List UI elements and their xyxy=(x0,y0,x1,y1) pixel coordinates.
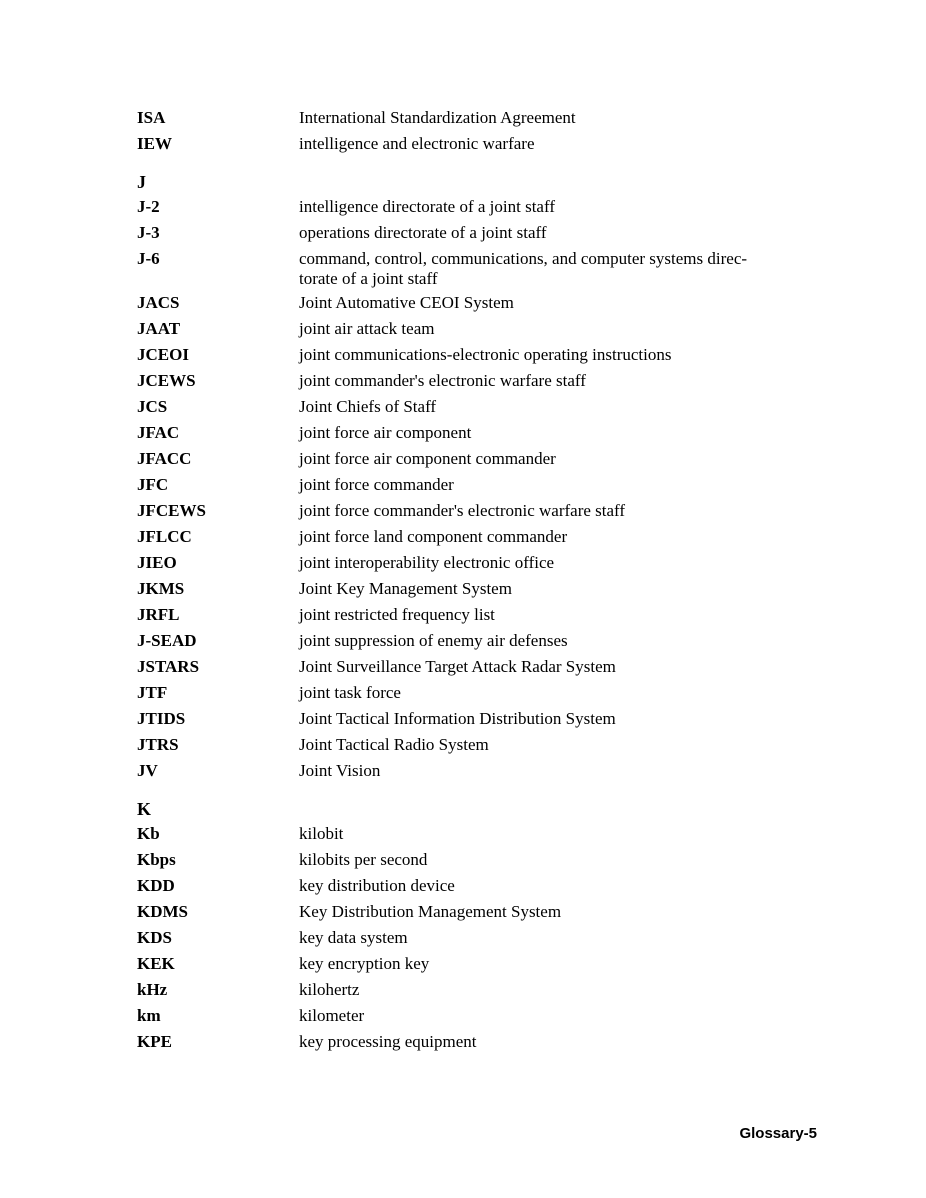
glossary-term: JIEO xyxy=(137,553,177,572)
glossary-definition: joint task force xyxy=(299,683,401,702)
glossary-entry xyxy=(137,761,817,783)
glossary-entry xyxy=(137,631,817,653)
glossary-term: JSTARS xyxy=(137,657,200,676)
glossary-definition: kilohertz xyxy=(299,980,360,999)
glossary-entry xyxy=(137,850,817,872)
glossary-entry xyxy=(137,709,817,731)
glossary-entry xyxy=(137,1006,817,1028)
glossary-definition: key data system xyxy=(299,928,408,947)
glossary-entry xyxy=(137,928,817,950)
glossary-entry xyxy=(137,876,817,898)
glossary-definition: Joint Tactical Radio System xyxy=(299,735,489,754)
glossary-term: JTIDS xyxy=(137,709,186,728)
glossary-entry xyxy=(137,249,817,289)
glossary-definition: kilobits per second xyxy=(299,850,428,869)
glossary-entry xyxy=(137,579,817,601)
glossary-definition: intelligence and electronic warfare xyxy=(299,134,535,153)
glossary-definition: kilometer xyxy=(299,1006,365,1025)
glossary-list xyxy=(137,108,817,1058)
glossary-entry xyxy=(137,475,817,497)
glossary-entry xyxy=(137,1032,817,1054)
glossary-entry xyxy=(137,683,817,705)
glossary-definition: Joint Surveillance Target Attack Radar System xyxy=(299,657,616,676)
glossary-definition: joint commander's electronic warfare staff xyxy=(299,371,586,390)
glossary-definition: joint force air component xyxy=(299,423,472,442)
glossary-term: KPE xyxy=(137,1032,172,1051)
glossary-term: JAAT xyxy=(137,319,181,338)
glossary-term: KDMS xyxy=(137,902,188,921)
glossary-term: J-6 xyxy=(137,249,160,268)
glossary-definition: joint force commander xyxy=(299,475,454,494)
glossary-term: JCS xyxy=(137,397,168,416)
glossary-entry xyxy=(137,197,817,219)
glossary-term: JKMS xyxy=(137,579,185,598)
glossary-term: JCEOI xyxy=(137,345,189,364)
page-footer-label: Glossary-5 xyxy=(739,1125,817,1142)
glossary-entry xyxy=(137,293,817,315)
glossary-term: JFLCC xyxy=(137,527,192,546)
glossary-entry xyxy=(137,449,817,471)
glossary-definition: intelligence directorate of a joint staff xyxy=(299,197,555,216)
glossary-entry xyxy=(137,657,817,679)
glossary-entry xyxy=(137,954,817,976)
glossary-entry xyxy=(137,423,817,445)
glossary-entry xyxy=(137,108,817,130)
glossary-definition: key encryption key xyxy=(299,954,430,973)
glossary-entry xyxy=(137,902,817,924)
glossary-definition: operations directorate of a joint staff xyxy=(299,223,547,242)
glossary-term: km xyxy=(137,1006,161,1025)
glossary-definition: Joint Key Management System xyxy=(299,579,512,598)
glossary-entry xyxy=(137,501,817,523)
glossary-term: JTF xyxy=(137,683,168,702)
glossary-term: JTRS xyxy=(137,735,179,754)
glossary-definition: International Standardization Agreement xyxy=(299,108,576,127)
section-letter-heading: J xyxy=(137,172,146,192)
glossary-definition: Joint Automative CEOI System xyxy=(299,293,514,312)
glossary-term: JFCEWS xyxy=(137,501,206,520)
glossary-term: JFACC xyxy=(137,449,192,468)
glossary-term: KEK xyxy=(137,954,175,973)
glossary-definition: joint restricted frequency list xyxy=(299,605,495,624)
glossary-term: KDD xyxy=(137,876,175,895)
glossary-term: J-3 xyxy=(137,223,160,242)
glossary-term: J-SEAD xyxy=(137,631,197,650)
glossary-term: J-2 xyxy=(137,197,160,216)
glossary-entry xyxy=(137,980,817,1002)
glossary-entry xyxy=(137,735,817,757)
section-letter-heading: K xyxy=(137,799,152,819)
glossary-entry xyxy=(137,605,817,627)
glossary-entry xyxy=(137,371,817,393)
glossary-entry xyxy=(137,345,817,367)
glossary-entry xyxy=(137,319,817,341)
glossary-term: JFC xyxy=(137,475,169,494)
glossary-definition: kilobit xyxy=(299,824,344,843)
glossary-term: JACS xyxy=(137,293,180,312)
glossary-definition: joint communications-electronic operating instructions xyxy=(299,345,672,364)
glossary-entry xyxy=(137,824,817,846)
glossary-term: KDS xyxy=(137,928,172,947)
glossary-definition: Joint Tactical Information Distribution System xyxy=(299,709,616,728)
glossary-term: JV xyxy=(137,761,158,780)
glossary-entry xyxy=(137,527,817,549)
glossary-definition: joint interoperability electronic office xyxy=(299,553,555,572)
glossary-definition: joint force commander's electronic warfare staff xyxy=(299,501,626,520)
glossary-entry xyxy=(137,553,817,575)
glossary-definition: Joint Vision xyxy=(299,761,381,780)
glossary-definition: key distribution device xyxy=(299,876,455,895)
glossary-definition: joint force air component commander xyxy=(299,449,556,468)
glossary-definition: joint suppression of enemy air defenses xyxy=(299,631,568,650)
glossary-term: Kb xyxy=(137,824,160,843)
glossary-term: kHz xyxy=(137,980,168,999)
glossary-definition: Key Distribution Management System xyxy=(299,902,562,921)
glossary-definition: Joint Chiefs of Staff xyxy=(299,397,437,416)
glossary-term: IEW xyxy=(137,134,172,153)
glossary-definition: key processing equipment xyxy=(299,1032,477,1051)
glossary-term: JCEWS xyxy=(137,371,196,390)
glossary-definition: command, control, communications, and computer systems direc- torate of a joint staff xyxy=(299,249,748,288)
glossary-entry xyxy=(137,134,817,156)
glossary-definition: joint force land component commander xyxy=(299,527,568,546)
glossary-entry xyxy=(137,397,817,419)
glossary-term: ISA xyxy=(137,108,166,127)
glossary-entry xyxy=(137,223,817,245)
glossary-term: JFAC xyxy=(137,423,180,442)
glossary-term: Kbps xyxy=(137,850,176,869)
glossary-definition: joint air attack team xyxy=(299,319,435,338)
glossary-term: JRFL xyxy=(137,605,180,624)
